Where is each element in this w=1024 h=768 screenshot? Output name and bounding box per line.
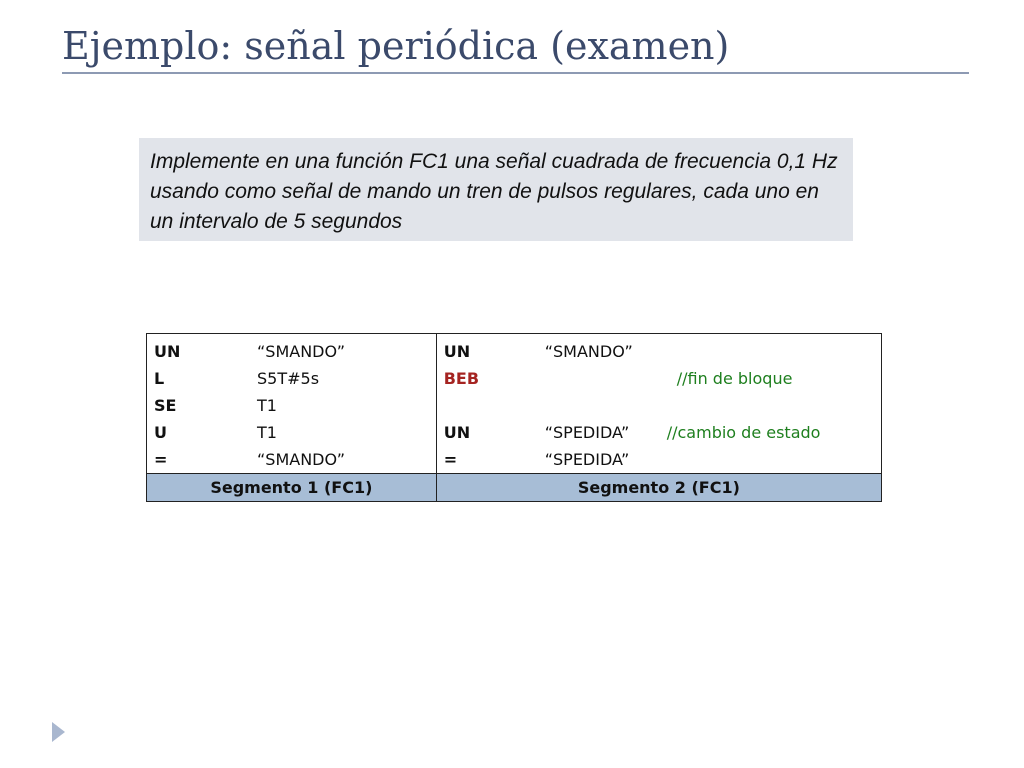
segment-1-code <box>147 334 437 474</box>
code-line <box>154 338 436 365</box>
instruction-arg: “SMANDO” <box>257 450 346 469</box>
code-table <box>146 333 882 502</box>
code-line <box>154 419 436 446</box>
footer-row <box>147 474 882 502</box>
instruction-op: BEB <box>443 369 480 388</box>
instruction-op: UN <box>443 342 471 361</box>
triangle-right-icon[interactable] <box>52 722 65 742</box>
instruction-arg: “SMANDO” <box>257 342 346 361</box>
code-line <box>444 419 881 446</box>
code-line <box>444 365 881 392</box>
instruction-arg: “SPEDIDA” <box>544 423 630 442</box>
code-row <box>147 334 882 474</box>
segment-1-label: Segmento 1 (FC1) <box>147 474 437 502</box>
code-line <box>444 446 881 473</box>
code-line <box>444 338 881 365</box>
code-line-empty <box>444 392 881 419</box>
instruction-op: UN <box>154 342 181 361</box>
instruction-op: = <box>443 450 458 469</box>
slide-title: Ejemplo: señal periódica (examen) <box>62 24 730 68</box>
code-line <box>154 365 436 392</box>
instruction-arg: S5T#5s <box>257 369 320 388</box>
problem-statement: Implemente en una función FC1 una señal cuadrada de frecuencia 0,1 Hz usando como señal de mando un tren de pulsos regulares, cada uno en un intervalo de 5 segundos <box>139 138 853 241</box>
segment-2-code <box>436 334 881 474</box>
segment-2-label: Segmento 2 (FC1) <box>436 474 881 502</box>
instruction-arg: “SMANDO” <box>544 342 633 361</box>
code-line <box>154 446 436 473</box>
code-line <box>154 392 436 419</box>
instruction-arg: “SPEDIDA” <box>544 450 630 469</box>
instruction-op: U <box>154 423 167 442</box>
instruction-arg: T1 <box>257 396 277 415</box>
instruction-op: = <box>154 450 168 469</box>
code-comment: //fin de bloque <box>676 369 793 388</box>
title-underline <box>62 72 969 74</box>
instruction-arg: T1 <box>257 423 277 442</box>
instruction-op: UN <box>443 423 471 442</box>
code-comment: //cambio de estado <box>666 423 821 442</box>
instruction-op: SE <box>154 396 177 415</box>
instruction-op: L <box>154 369 165 388</box>
